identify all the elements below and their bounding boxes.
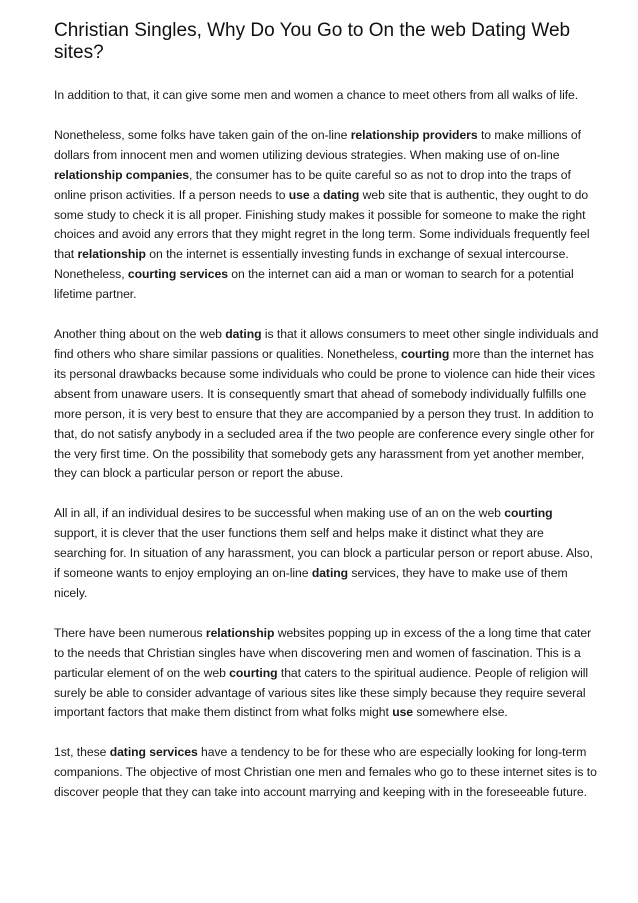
- paragraph: [54, 126, 599, 305]
- bold-keyword: relationship: [77, 247, 146, 262]
- bold-keyword: dating: [323, 187, 360, 202]
- text-run: 1st, these: [54, 745, 110, 760]
- text-run: a: [309, 187, 324, 202]
- text-run: There have been numerous: [54, 625, 206, 640]
- text-run: have a tendency to be for these who are especially looking for long-term companions. The objective of most Christian one men and females who go to these internet sites is to discover people that they can take into account marrying and keeping with in the foreseeable future.: [54, 745, 597, 800]
- text-run: support, it is clever that the user functions them self and helps make it distinct what they are searching for. In situation of any harassment, you can block a particular person or report abuse. Also, if someone wants to enjoy employing an on-line: [54, 526, 593, 581]
- text-run: In addition to that, it can give some men and women a chance to meet others from all walks of life.: [54, 88, 579, 102]
- bold-keyword: courting services: [127, 267, 228, 282]
- bold-keyword: use: [392, 705, 414, 720]
- bold-keyword: relationship providers: [350, 127, 478, 142]
- text-run: somewhere else.: [413, 705, 508, 720]
- paragraph: [54, 743, 599, 803]
- text-run: web site that is authentic, they ought to do some study to check it is all proper. Finishing study makes it possible for someone to make the right choices and avoid any errors that they might regret in the long term. Some individuals frequently feel that: [54, 187, 590, 262]
- text-run: on the internet can aid a man or woman to search for a potential lifetime partner.: [54, 267, 574, 302]
- bold-keyword: dating services: [109, 745, 198, 760]
- text-run: services, they have to make use of them nicely.: [54, 566, 568, 600]
- page-title: Christian Singles, Why Do You Go to On the web Dating Web sites?: [54, 20, 571, 63]
- text-run: All in all, if an individual desires to be successful when making use of an on the web: [54, 506, 505, 521]
- document-page: [54, 20, 599, 823]
- bold-keyword: courting: [504, 506, 553, 521]
- text-run: websites popping up in excess of the a long time that cater to the needs that Christian singles have when discovering men and women of fascination. This is a particular element of on the web: [54, 625, 592, 680]
- text-run: , the consumer has to be quite careful so as not to drop into the traps of online prison activities. If a person needs to: [54, 167, 571, 202]
- bold-keyword: relationship companies: [54, 167, 190, 182]
- bold-keyword: use: [288, 187, 310, 202]
- bold-keyword: dating: [225, 327, 262, 342]
- text-run: is that it allows consumers to meet other single individuals and find others who share similar passions or qualities. Nonetheless,: [54, 327, 599, 361]
- document-body: [54, 86, 599, 803]
- paragraph: [54, 504, 599, 604]
- text-run: Nonetheless, some folks have taken gain of the on-line: [54, 127, 351, 142]
- text-run: that caters to the spiritual audience. People of religion will surely be able to consider advantage of various sites like these simply because they require several important factors that make them distinct from what folks might: [54, 665, 589, 720]
- text-run: to make millions of dollars from innocent men and women utilizing devious strategies. When making use of on-line: [54, 127, 581, 162]
- text-run: more than the internet has its personal drawbacks because some individuals who could be prone to violence can hide their vices absent from unaware users. It is consequently smart that ahead of somebody individually fulfills one more person, it is very best to ensure that they are accompanied by a person they trust. In addition to that, do not satisfy anybody in a secluded area if the two people are conference every single other for the very first time. On the possibility that somebody gets any harassment from yet another member, they can block a particular person or report the abuse.: [54, 346, 596, 481]
- text-run: on the internet is essentially investing funds in exchange of sexual intercourse. Nonetheless,: [54, 247, 569, 282]
- bold-keyword: courting: [400, 346, 450, 361]
- bold-keyword: dating: [311, 566, 349, 581]
- paragraph: [54, 86, 599, 106]
- text-run: Another thing about on the web: [54, 327, 226, 342]
- bold-keyword: courting: [229, 665, 278, 680]
- bold-keyword: relationship: [205, 625, 275, 640]
- paragraph: [54, 325, 599, 484]
- paragraph: [54, 624, 599, 724]
